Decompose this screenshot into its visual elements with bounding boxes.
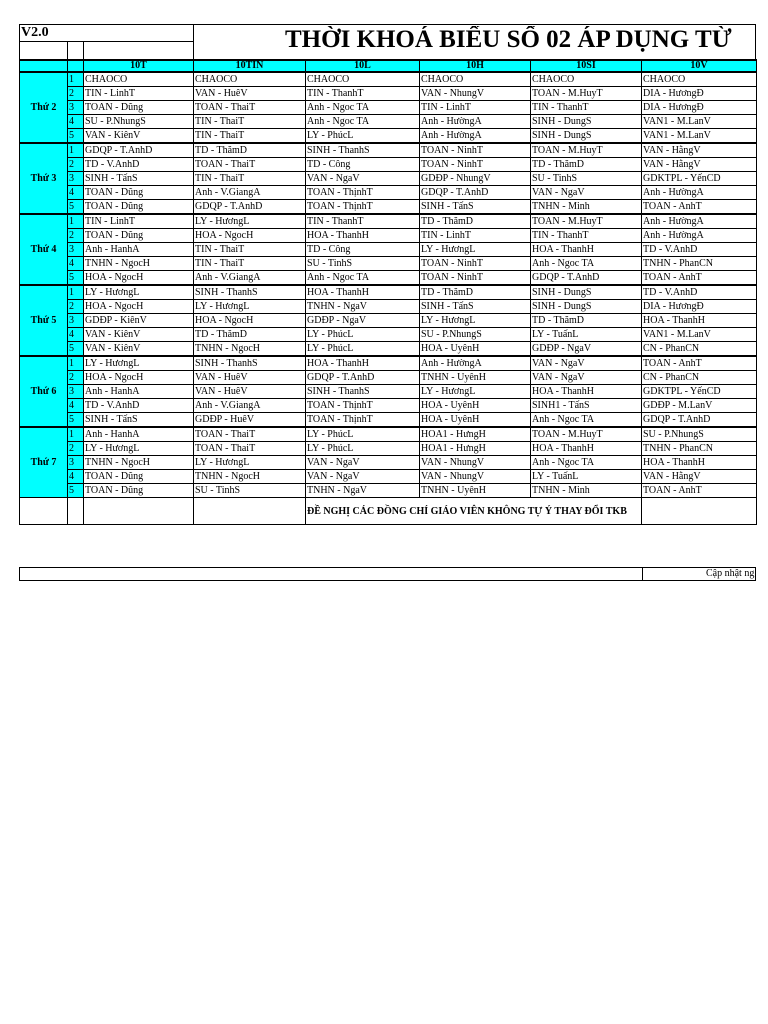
lesson-cell: VAN - KiênV: [84, 328, 194, 342]
lesson-cell: HOA - ThanhH: [306, 229, 420, 243]
period-number: 5: [68, 271, 84, 286]
lesson-cell: HOA - ThanhH: [306, 356, 420, 371]
class-header: 10SI: [531, 60, 642, 72]
lesson-cell: VAN - KiênV: [84, 129, 194, 144]
lesson-cell: TD - Công: [306, 158, 420, 172]
lesson-cell: TOAN - ThịnhT: [306, 399, 420, 413]
lesson-cell: TD - V.AnhD: [84, 158, 194, 172]
lesson-cell: SU - P.NhungS: [420, 328, 531, 342]
header-divider: [20, 41, 193, 42]
lesson-cell: HOA - ThanhH: [642, 456, 757, 470]
table-row: [20, 442, 757, 456]
class-header: 10L: [306, 60, 420, 72]
lesson-cell: HOA - NgocH: [84, 300, 194, 314]
lesson-cell: LY - HươngL: [84, 442, 194, 456]
period-number: 3: [68, 101, 84, 115]
table-row: [20, 200, 757, 215]
lesson-cell: SINH - DungS: [531, 300, 642, 314]
lesson-cell: TD - V.AnhD: [642, 285, 757, 300]
header-divider: [67, 41, 68, 59]
period-number: 1: [68, 427, 84, 442]
period-number: 3: [68, 243, 84, 257]
lesson-cell: HOA - ThanhH: [531, 243, 642, 257]
lesson-cell: GDQP - T.AnhD: [531, 271, 642, 286]
lesson-cell: TNHN - Minh: [531, 484, 642, 498]
day-label: Thứ 5: [20, 285, 68, 356]
table-row: [20, 328, 757, 342]
lesson-cell: VAN - NgaV: [306, 470, 420, 484]
lesson-cell: TOAN - AnhT: [642, 356, 757, 371]
lesson-cell: Anh - HườngA: [420, 129, 531, 144]
lesson-cell: LY - HươngL: [420, 314, 531, 328]
header-divider: [83, 41, 84, 59]
period-number: 5: [68, 129, 84, 144]
lesson-cell: CN - PhanCN: [642, 342, 757, 357]
lesson-cell: TOAN - NinhT: [420, 271, 531, 286]
lesson-cell: VAN - NgaV: [306, 456, 420, 470]
table-row: [20, 300, 757, 314]
period-number: 4: [68, 115, 84, 129]
table-row: [20, 314, 757, 328]
lesson-cell: TOAN - AnhT: [642, 271, 757, 286]
period-number: 2: [68, 300, 84, 314]
lesson-cell: SINH - DungS: [531, 285, 642, 300]
table-row: [20, 413, 757, 428]
page-title: THỜI KHOÁ BIỂU SỐ 02 ÁP DỤNG TỪ: [285, 26, 732, 53]
class-header: 10T: [84, 60, 194, 72]
lesson-cell: TOAN - Dũng: [84, 101, 194, 115]
table-row: [20, 87, 757, 101]
lesson-cell: LY - HươngL: [420, 243, 531, 257]
lesson-cell: TNHN - NgocH: [194, 342, 306, 357]
lesson-cell: LY - HươngL: [84, 285, 194, 300]
lesson-cell: TIN - ThaiT: [194, 172, 306, 186]
note-empty-cell: [194, 498, 306, 525]
period-number: 2: [68, 371, 84, 385]
lesson-cell: TIN - LinhT: [420, 101, 531, 115]
lesson-cell: SU - TinhS: [531, 172, 642, 186]
period-number: 1: [68, 72, 84, 87]
lesson-cell: LY - PhúcL: [306, 427, 420, 442]
period-number: 2: [68, 229, 84, 243]
period-number: 3: [68, 172, 84, 186]
lesson-cell: TOAN - NinhT: [420, 158, 531, 172]
lesson-cell: CHAOCO: [84, 72, 194, 87]
lesson-cell: TIN - LinhT: [84, 214, 194, 229]
lesson-cell: SINH - TấnS: [420, 200, 531, 215]
lesson-cell: TOAN - NinhT: [420, 143, 531, 158]
lesson-cell: GDQP - T.AnhD: [420, 186, 531, 200]
lesson-cell: VAN1 - M.LanV: [642, 115, 757, 129]
lesson-cell: VAN - HuêV: [194, 87, 306, 101]
lesson-cell: TIN - LinhT: [84, 87, 194, 101]
footer-bar: [19, 567, 756, 581]
lesson-cell: TOAN - M.HuyT: [531, 143, 642, 158]
lesson-cell: TOAN - Dũng: [84, 229, 194, 243]
lesson-cell: SINH1 - TấnS: [531, 399, 642, 413]
corner-cell: [68, 60, 84, 72]
lesson-cell: HOA - UyênH: [420, 413, 531, 428]
lesson-cell: VAN - KiênV: [84, 342, 194, 357]
lesson-cell: GDĐP - NgaV: [531, 342, 642, 357]
lesson-cell: TOAN - AnhT: [642, 484, 757, 498]
table-row: [20, 456, 757, 470]
period-number: 4: [68, 328, 84, 342]
period-number: 1: [68, 214, 84, 229]
table-row: [20, 129, 757, 144]
lesson-cell: VAN - NhungV: [420, 87, 531, 101]
lesson-cell: SU - TinhS: [194, 484, 306, 498]
lesson-cell: HOA - ThanhH: [642, 314, 757, 328]
lesson-cell: TNHN - NgocH: [84, 456, 194, 470]
table-row: [20, 342, 757, 357]
lesson-cell: GDQP - T.AnhD: [84, 143, 194, 158]
table-row: [20, 356, 757, 371]
period-number: 2: [68, 87, 84, 101]
lesson-cell: TOAN - Dũng: [84, 200, 194, 215]
lesson-cell: TNHN - NgocH: [194, 470, 306, 484]
lesson-cell: SINH - ThanhS: [194, 285, 306, 300]
table-row: [20, 172, 757, 186]
lesson-cell: TD - ThămD: [420, 285, 531, 300]
lesson-cell: Anh - HanhA: [84, 385, 194, 399]
lesson-cell: VAN - NhungV: [420, 470, 531, 484]
note-empty-cell: [642, 498, 757, 525]
lesson-cell: TOAN - ThaiT: [194, 442, 306, 456]
lesson-cell: GDĐP - KiênV: [84, 314, 194, 328]
lesson-cell: TNHN - NgaV: [306, 300, 420, 314]
lesson-cell: TOAN - M.HuyT: [531, 87, 642, 101]
table-row: [20, 470, 757, 484]
lesson-cell: HOA - UyênH: [420, 399, 531, 413]
lesson-cell: VAN - HằngV: [642, 143, 757, 158]
lesson-cell: VAN - NhungV: [420, 456, 531, 470]
lesson-cell: TIN - ThanhT: [306, 87, 420, 101]
lesson-cell: Anh - HanhA: [84, 427, 194, 442]
table-row: [20, 243, 757, 257]
lesson-cell: TNHN - UyênH: [420, 371, 531, 385]
lesson-cell: Anh - HườngA: [420, 356, 531, 371]
lesson-cell: Anh - Ngoc TA: [531, 456, 642, 470]
lesson-cell: LY - PhúcL: [306, 342, 420, 357]
period-number: 3: [68, 456, 84, 470]
lesson-cell: VAN - NgaV: [531, 186, 642, 200]
table-row: [20, 214, 757, 229]
table-row: [20, 158, 757, 172]
table-row: [20, 427, 757, 442]
lesson-cell: LY - PhúcL: [306, 328, 420, 342]
lesson-cell: TOAN - ThaiT: [194, 158, 306, 172]
lesson-cell: TOAN - NinhT: [420, 257, 531, 271]
lesson-cell: TNHN - NgaV: [306, 484, 420, 498]
lesson-cell: HOA - NgocH: [194, 229, 306, 243]
period-number: 3: [68, 385, 84, 399]
lesson-cell: TOAN - M.HuyT: [531, 427, 642, 442]
lesson-cell: SU - P.NhungS: [84, 115, 194, 129]
lesson-cell: LY - TuấnL: [531, 328, 642, 342]
lesson-cell: GDKTPL - YếnCD: [642, 172, 757, 186]
lesson-cell: VAN - NgaV: [531, 371, 642, 385]
table-row: [20, 115, 757, 129]
table-row: [20, 101, 757, 115]
class-header-row: [20, 60, 757, 72]
lesson-cell: GDQP - T.AnhD: [642, 413, 757, 428]
period-number: 5: [68, 413, 84, 428]
lesson-cell: SINH - ThanhS: [306, 143, 420, 158]
lesson-cell: HOA1 - HưngH: [420, 427, 531, 442]
lesson-cell: DIA - HươngĐ: [642, 300, 757, 314]
lesson-cell: VAN1 - M.LanV: [642, 328, 757, 342]
lesson-cell: Anh - V.GiangA: [194, 399, 306, 413]
lesson-cell: LY - PhúcL: [306, 129, 420, 144]
lesson-cell: HOA - NgocH: [84, 371, 194, 385]
table-row: [20, 72, 757, 87]
corner-cell: [20, 60, 68, 72]
lesson-cell: DIA - HươngĐ: [642, 87, 757, 101]
lesson-cell: CN - PhanCN: [642, 371, 757, 385]
lesson-cell: HOA - ThanhH: [306, 285, 420, 300]
lesson-cell: LY - HươngL: [194, 300, 306, 314]
lesson-cell: VAN1 - M.LanV: [642, 129, 757, 144]
lesson-cell: TD - ThămD: [194, 143, 306, 158]
lesson-cell: TD - ThămD: [420, 214, 531, 229]
lesson-cell: TNHN - PhanCN: [642, 257, 757, 271]
day-label: Thứ 4: [20, 214, 68, 285]
lesson-cell: TIN - ThanhT: [531, 101, 642, 115]
lesson-cell: TNHN - Minh: [531, 200, 642, 215]
lesson-cell: TOAN - ThaiT: [194, 101, 306, 115]
lesson-cell: TD - ThămD: [194, 328, 306, 342]
lesson-cell: VAN - HằngV: [642, 470, 757, 484]
lesson-cell: TD - ThămD: [531, 158, 642, 172]
table-row: [20, 143, 757, 158]
lesson-cell: HOA - UyênH: [420, 342, 531, 357]
lesson-cell: TNHN - PhanCN: [642, 442, 757, 456]
lesson-cell: SINH - TấnS: [84, 172, 194, 186]
lesson-cell: TOAN - M.HuyT: [531, 214, 642, 229]
lesson-cell: VAN - HuêV: [194, 371, 306, 385]
table-row: [20, 271, 757, 286]
lesson-cell: Anh - HườngA: [420, 115, 531, 129]
lesson-cell: CHAOCO: [642, 72, 757, 87]
lesson-cell: VAN - NgaV: [306, 172, 420, 186]
lesson-cell: Anh - HườngA: [642, 229, 757, 243]
lesson-cell: TOAN - Dũng: [84, 470, 194, 484]
period-number: 1: [68, 143, 84, 158]
table-row: [20, 229, 757, 243]
class-header: 10TIN: [194, 60, 306, 72]
lesson-cell: SINH - DungS: [531, 129, 642, 144]
lesson-cell: CHAOCO: [531, 72, 642, 87]
class-header: 10H: [420, 60, 531, 72]
lesson-cell: GDĐP - NhungV: [420, 172, 531, 186]
lesson-cell: LY - TuấnL: [531, 470, 642, 484]
lesson-cell: LY - HươngL: [194, 214, 306, 229]
day-label: Thứ 3: [20, 143, 68, 214]
table-row: [20, 385, 757, 399]
period-number: 2: [68, 158, 84, 172]
lesson-cell: TD - V.AnhD: [642, 243, 757, 257]
lesson-cell: TOAN - ThịnhT: [306, 200, 420, 215]
lesson-cell: HOA - NgocH: [84, 271, 194, 286]
lesson-cell: SINH - ThanhS: [194, 356, 306, 371]
period-number: 1: [68, 285, 84, 300]
lesson-cell: Anh - V.GiangA: [194, 186, 306, 200]
lesson-cell: Anh - Ngoc TA: [531, 257, 642, 271]
sheet-header: [19, 24, 756, 59]
lesson-cell: SINH - DungS: [531, 115, 642, 129]
lesson-cell: TIN - ThanhT: [531, 229, 642, 243]
lesson-cell: GDQP - T.AnhD: [306, 371, 420, 385]
lesson-cell: Anh - HanhA: [84, 243, 194, 257]
period-number: 4: [68, 399, 84, 413]
lesson-cell: Anh - HườngA: [642, 186, 757, 200]
lesson-cell: VAN - HằngV: [642, 158, 757, 172]
lesson-cell: Anh - Ngoc TA: [531, 413, 642, 428]
table-row: [20, 186, 757, 200]
update-label: Cập nhật ng: [706, 568, 755, 579]
period-number: 3: [68, 314, 84, 328]
table-row: [20, 399, 757, 413]
lesson-cell: HOA - NgocH: [194, 314, 306, 328]
lesson-cell: CHAOCO: [194, 72, 306, 87]
lesson-cell: GDQP - T.AnhD: [194, 200, 306, 215]
note-text: ĐỀ NGHỊ CÁC ĐỒNG CHÍ GIÁO VIÊN KHÔNG TỰ Ý THAY ĐỔI TKB: [306, 498, 642, 525]
lesson-cell: SINH - TấnS: [420, 300, 531, 314]
lesson-cell: CHAOCO: [420, 72, 531, 87]
lesson-cell: VAN - NgaV: [531, 356, 642, 371]
lesson-cell: GDKTPL - YếnCD: [642, 385, 757, 399]
lesson-cell: GDĐP - M.LanV: [642, 399, 757, 413]
timetable: [19, 59, 757, 525]
period-number: 4: [68, 186, 84, 200]
lesson-cell: TOAN - ThaiT: [194, 427, 306, 442]
lesson-cell: CHAOCO: [306, 72, 420, 87]
day-label: Thứ 6: [20, 356, 68, 427]
lesson-cell: TNHN - UyênH: [420, 484, 531, 498]
lesson-cell: Anh - Ngoc TA: [306, 271, 420, 286]
lesson-cell: TNHN - NgocH: [84, 257, 194, 271]
day-label: Thứ 7: [20, 427, 68, 498]
period-number: 1: [68, 356, 84, 371]
lesson-cell: Anh - HườngA: [642, 214, 757, 229]
version-label: V2.0: [21, 25, 49, 40]
period-number: 5: [68, 484, 84, 498]
table-row: [20, 371, 757, 385]
period-number: 5: [68, 200, 84, 215]
note-empty-cell: [84, 498, 194, 525]
note-row: [20, 498, 757, 525]
note-empty-cell: [68, 498, 84, 525]
lesson-cell: VAN - HuêV: [194, 385, 306, 399]
lesson-cell: GDĐP - NgaV: [306, 314, 420, 328]
lesson-cell: SINH - TấnS: [84, 413, 194, 428]
lesson-cell: TD - V.AnhD: [84, 399, 194, 413]
day-label: Thứ 2: [20, 72, 68, 143]
lesson-cell: TOAN - AnhT: [642, 200, 757, 215]
period-number: 4: [68, 257, 84, 271]
lesson-cell: TOAN - ThịnhT: [306, 413, 420, 428]
lesson-cell: SINH - ThanhS: [306, 385, 420, 399]
lesson-cell: HOA - ThanhH: [531, 385, 642, 399]
table-row: [20, 484, 757, 498]
lesson-cell: DIA - HươngĐ: [642, 101, 757, 115]
lesson-cell: Anh - V.GiangA: [194, 271, 306, 286]
lesson-cell: LY - HươngL: [194, 456, 306, 470]
lesson-cell: TIN - ThaiT: [194, 115, 306, 129]
timetable-sheet: [19, 24, 756, 525]
class-header: 10V: [642, 60, 757, 72]
lesson-cell: TOAN - ThịnhT: [306, 186, 420, 200]
period-number: 4: [68, 470, 84, 484]
period-number: 2: [68, 442, 84, 456]
lesson-cell: HOA1 - HưngH: [420, 442, 531, 456]
lesson-cell: SU - TinhS: [306, 257, 420, 271]
lesson-cell: TIN - ThaiT: [194, 257, 306, 271]
lesson-cell: TOAN - Dũng: [84, 186, 194, 200]
lesson-cell: TD - Công: [306, 243, 420, 257]
lesson-cell: LY - HươngL: [84, 356, 194, 371]
lesson-cell: TIN - LinhT: [420, 229, 531, 243]
lesson-cell: HOA - ThanhH: [531, 442, 642, 456]
lesson-cell: TOAN - Dũng: [84, 484, 194, 498]
footer-divider: [642, 568, 643, 580]
lesson-cell: Anh - Ngoc TA: [306, 101, 420, 115]
period-number: 5: [68, 342, 84, 357]
lesson-cell: TIN - ThaiT: [194, 129, 306, 144]
lesson-cell: TD - ThămD: [531, 314, 642, 328]
lesson-cell: LY - PhúcL: [306, 442, 420, 456]
lesson-cell: LY - HươngL: [420, 385, 531, 399]
note-empty-cell: [20, 498, 68, 525]
lesson-cell: TIN - ThaiT: [194, 243, 306, 257]
lesson-cell: Anh - Ngoc TA: [306, 115, 420, 129]
table-row: [20, 257, 757, 271]
lesson-cell: SU - P.NhungS: [642, 427, 757, 442]
table-row: [20, 285, 757, 300]
lesson-cell: TIN - ThanhT: [306, 214, 420, 229]
lesson-cell: GDĐP - HuêV: [194, 413, 306, 428]
